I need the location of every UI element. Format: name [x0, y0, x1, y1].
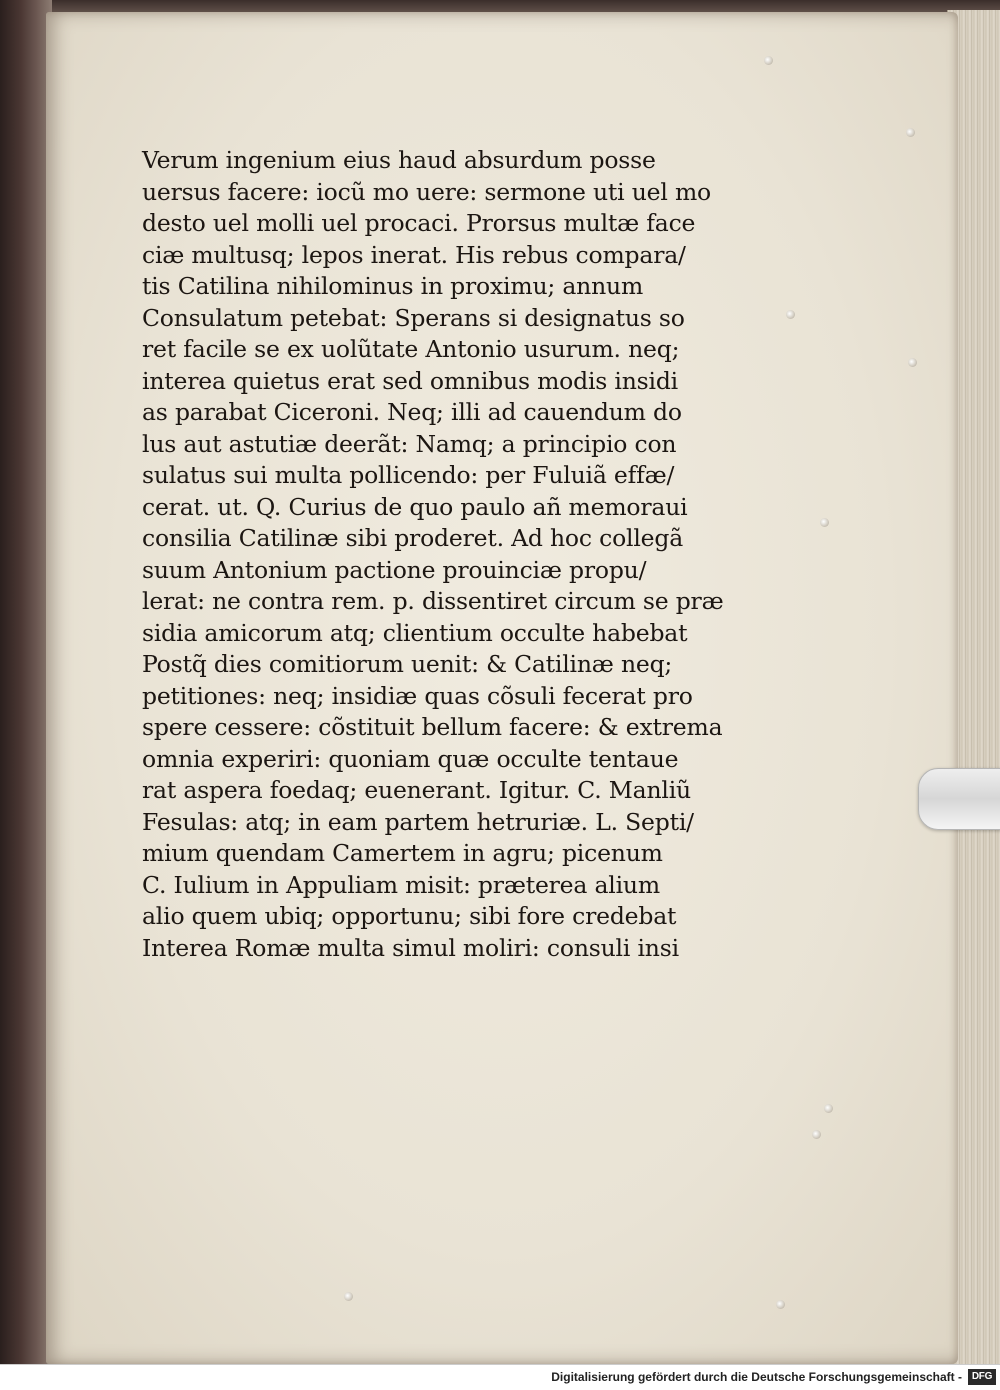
footer-credit-text: Digitalisierung gefördert durch die Deutsche Forschungsgemeinschaft -	[551, 1370, 962, 1384]
page-clip	[918, 768, 1000, 830]
page-spot	[812, 1130, 821, 1139]
text-line: C. Iulium in Appuliam misit: præterea alium	[142, 870, 660, 899]
text-line: petitiones: neq; insidiæ quas cõsuli fecerat pro	[142, 681, 693, 710]
text-line: Postq̃ dies comitiorum uenit: & Catilinæ neq;	[142, 650, 673, 678]
page-spot	[908, 358, 917, 367]
text-line: as parabat Ciceroni. Neq; illi ad cauendum do	[142, 398, 682, 426]
dfg-logo-icon: DFG	[968, 1369, 996, 1385]
text-line: ret facile se ex uolũtate Antonio usurum. neq;	[142, 335, 680, 363]
text-line: uersus facere: iocũ mo uere: sermone uti uel mo	[142, 177, 711, 206]
text-line: consilia Catilinæ sibi proderet. Ad hoc collegã	[142, 524, 684, 552]
text-line: spere cessere: cõstituit bellum facere: & extrema	[142, 713, 723, 741]
page-spot	[344, 1292, 353, 1301]
text-line: lus aut astutiæ deerãt: Namq; a principio con	[142, 429, 677, 458]
text-line: Verum ingenium eius haud absurdum posse	[142, 146, 656, 174]
text-line: suum Antonium pactione prouinciæ propu/	[142, 555, 647, 584]
page-spot	[824, 1104, 833, 1113]
text-line: sidia amicorum atq; clientium occulte habebat	[142, 618, 688, 647]
book-binding	[0, 0, 52, 1370]
text-line: omnia experiri: quoniam quæ occulte tentaue	[142, 744, 679, 773]
text-line: desto uel molli uel procaci. Prorsus multæ face	[142, 209, 696, 237]
text-line: alio quem ubiq; opportunu; sibi fore credebat	[142, 902, 677, 930]
page-spot	[820, 518, 829, 527]
page-spot	[764, 56, 773, 65]
text-line: lerat: ne contra rem. p. dissentiret circum se præ	[142, 587, 724, 615]
page-spot	[906, 128, 915, 137]
text-line: rat aspera foedaq; euenerant. Igitur. C. Manliũ	[142, 776, 691, 804]
printed-text-block	[142, 145, 722, 964]
page-spot	[776, 1300, 785, 1309]
text-line: Fesulas: atq; in eam partem hetruriæ. L. Septi/	[142, 807, 694, 836]
text-line: mium quendam Camertem in agru; picenum	[142, 839, 663, 867]
text-line: ciæ multusq; lepos inerat. His rebus compara/	[142, 240, 686, 269]
text-line: interea quietus erat sed omnibus modis insidi	[142, 366, 678, 395]
page-spot	[786, 310, 795, 319]
text-line: cerat. ut. Q. Curius de quo paulo añ memoraui	[142, 492, 688, 521]
text-line: tis Catilina nihilominus in proximu; annum	[142, 272, 644, 300]
footer-bar	[0, 1364, 1000, 1390]
text-line: Interea Romæ multa simul moliri: consuli insi	[142, 933, 679, 962]
text-line: sulatus sui multa pollicendo: per Fuluiã effæ/	[142, 461, 675, 489]
text-line: Consulatum petebat: Sperans si designatus so	[142, 303, 685, 332]
